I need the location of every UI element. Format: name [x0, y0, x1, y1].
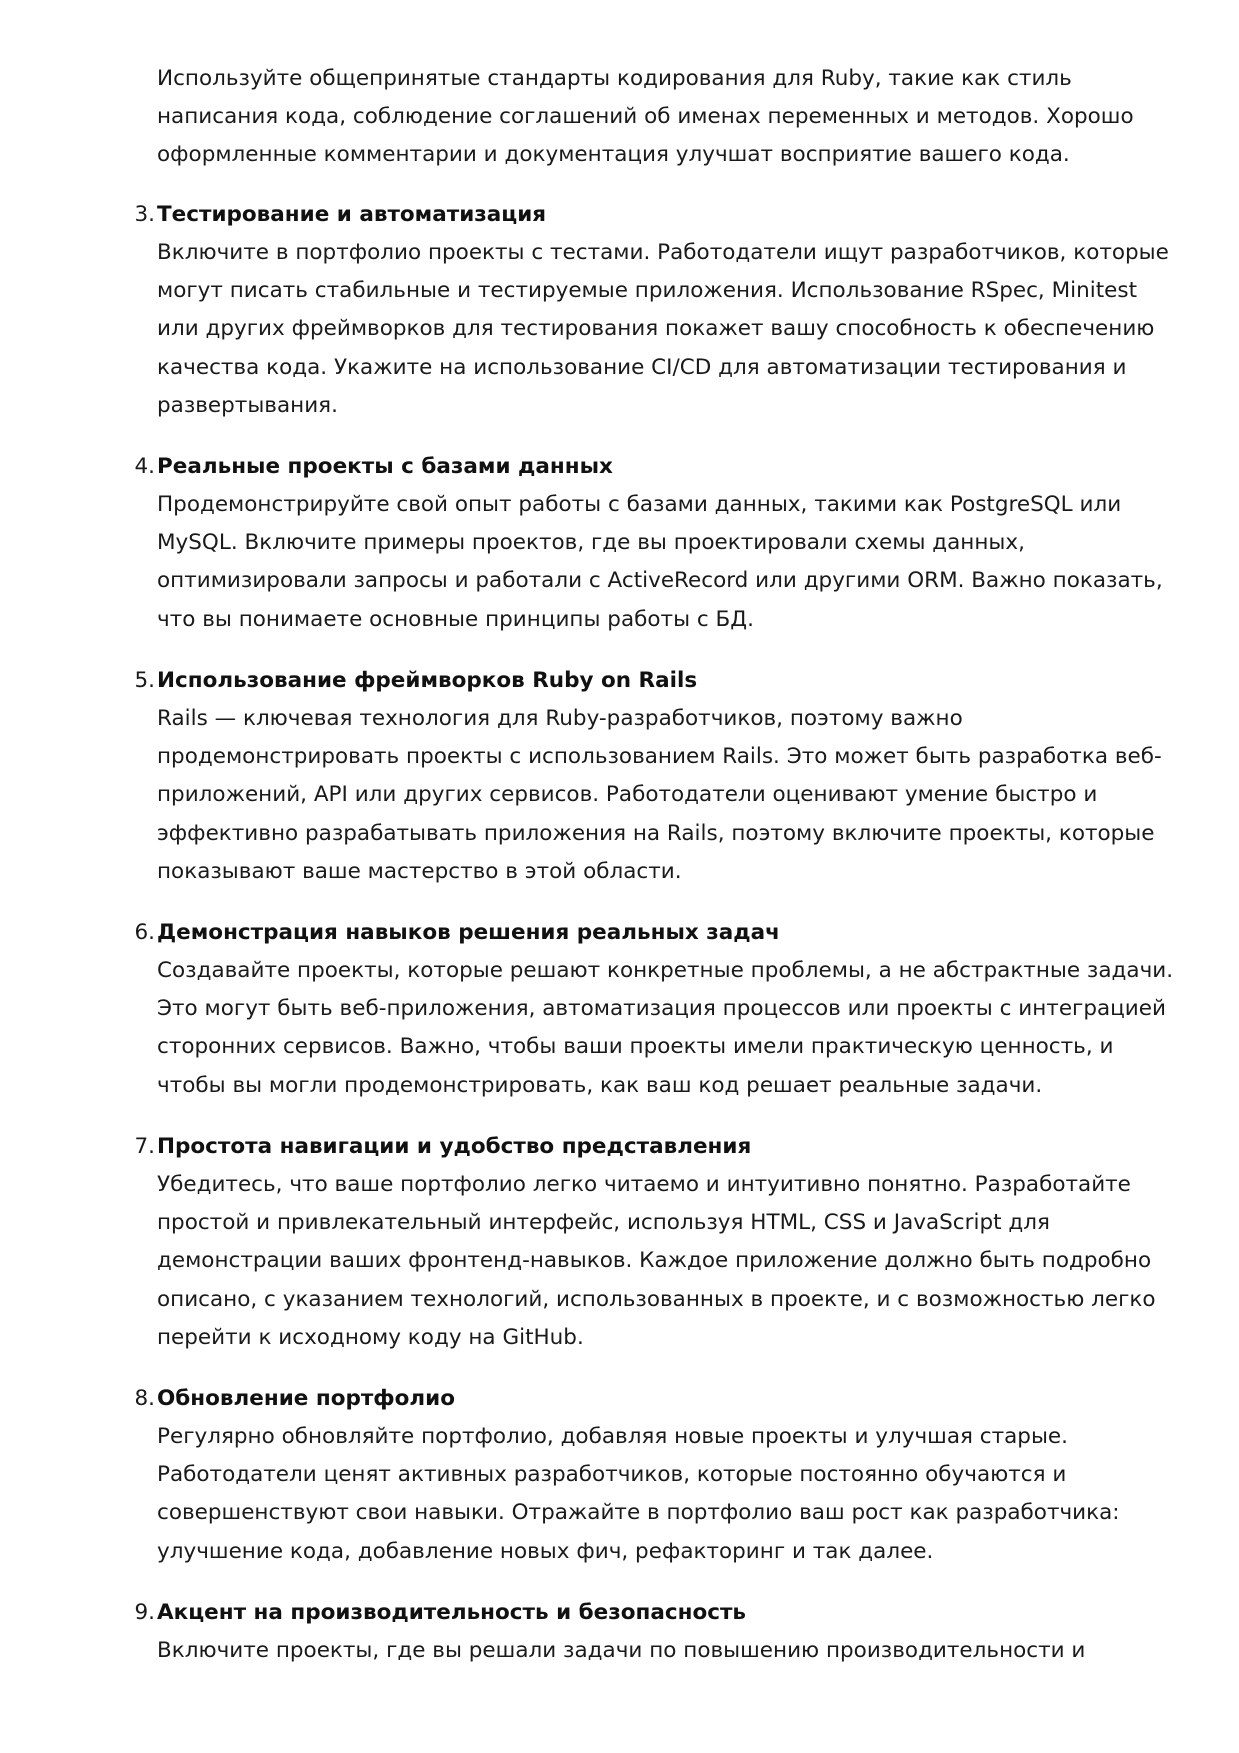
list-item-number: 8.: [134, 1386, 155, 1411]
list-item-body: [157, 1632, 1142, 1670]
list-item-number: 9.: [134, 1600, 155, 1625]
body-line: что вы понимаете основные принципы работы с БД.: [157, 606, 754, 632]
body-line: простой и привлекательный интерфейс, используя HTML, CSS и JavaScript для: [157, 1210, 1050, 1236]
body-line: Убедитесь, что ваше портфолио легко читаемо и интуитивно понятно. Разработайте: [157, 1172, 1131, 1197]
intro-paragraph: [157, 60, 1142, 175]
body-line: MySQL. Включите примеры проектов, где вы проектировали схемы данных,: [157, 530, 1025, 556]
list-item-number: 3.: [134, 202, 155, 227]
body-line: качества кода. Укажите на использование CI/CD для автоматизации тестирования и: [157, 354, 1127, 380]
body-line: улучшение кода, добавление новых фич, рефакторинг и так далее.: [157, 1538, 934, 1564]
body-line: Работодатели ценят активных разработчиков, которые постоянно обучаются и: [157, 1462, 1067, 1488]
list-item-title: Обновление портфолио: [157, 1386, 455, 1411]
body-line: могут писать стабильные и тестируемые приложения. Использование RSpec, Minitest: [157, 278, 1138, 304]
body-line: сторонних сервисов. Важно, чтобы ваши проекты имели практическую ценность, и: [157, 1034, 1114, 1060]
body-line: Это могут быть веб-приложения, автоматизация процессов или проекты с интеграцией: [157, 996, 1166, 1022]
list-item-number: 5.: [134, 668, 155, 693]
list-item-body: [157, 700, 1162, 891]
body-line: совершенствуют свои навыки. Отражайте в портфолио ваш рост как разработчика:: [157, 1500, 1120, 1526]
list-item-body: [157, 1166, 1156, 1357]
list-item-number: 7.: [134, 1134, 155, 1159]
list-item-body: [157, 486, 1163, 639]
intro-line: оформленные комментарии и документация улучшат восприятие вашего кода.: [157, 142, 1070, 168]
body-line: продемонстрировать проекты с использованием Rails. Это может быть разработка веб-: [157, 744, 1162, 770]
list-item-body: [157, 952, 1174, 1105]
body-line: демонстрации ваших фронтенд-навыков. Каждое приложение должно быть подробно: [157, 1248, 1152, 1274]
list-item-number: 4.: [134, 454, 155, 479]
body-line: Создавайте проекты, которые решают конкретные проблемы, а не абстрактные задачи.: [157, 958, 1174, 983]
body-line: Регулярно обновляйте портфолио, добавляя новые проекты и улучшая старые.: [157, 1424, 1068, 1449]
body-line: перейти к исходному коду на GitHub.: [157, 1324, 584, 1350]
body-line: Rails — ключевая технология для Ruby-разработчиков, поэтому важно: [157, 706, 963, 731]
body-line: показывают ваше мастерство в этой области.: [157, 858, 682, 884]
list-item-title: Демонстрация навыков решения реальных задач: [157, 920, 780, 945]
body-line: Продемонстрируйте свой опыт работы с базами данных, такими как PostgreSQL или: [157, 492, 1122, 517]
body-line: оптимизировали запросы и работали с ActiveRecord или другими ORM. Важно показать,: [157, 568, 1163, 594]
body-line: эффективно разрабатывать приложения на Rails, поэтому включите проекты, которые: [157, 820, 1155, 846]
body-line: чтобы вы могли продемонстрировать, как ваш код решает реальные задачи.: [157, 1072, 1043, 1098]
intro-line: написания кода, соблюдение соглашений об именах переменных и методов. Хорошо: [157, 104, 1134, 130]
list-item-body: [157, 234, 1169, 425]
list-item-title: Простота навигации и удобство представления: [157, 1134, 752, 1159]
body-line: приложений, API или других сервисов. Работодатели оценивают умение быстро и: [157, 782, 1098, 808]
list-item-title: Тестирование и автоматизация: [157, 202, 547, 227]
list-item-title: Реальные проекты с базами данных: [157, 454, 613, 479]
list-item-title: Использование фреймворков Ruby on Rails: [157, 668, 698, 693]
body-line: развертывания.: [157, 392, 338, 418]
body-line: Включите в портфолио проекты с тестами. Работодатели ищут разработчиков, которые: [157, 240, 1169, 265]
list-item-title: Акцент на производительность и безопасность: [157, 1600, 747, 1625]
body-line: описано, с указанием технологий, использованных в проекте, и с возможностью легко: [157, 1286, 1156, 1312]
list-item-body: [157, 1418, 1142, 1571]
intro-line: Используйте общепринятые стандарты кодирования для Ruby, такие как стиль: [157, 66, 1072, 91]
body-line: или других фреймворков для тестирования покажет вашу способность к обеспечению: [157, 316, 1155, 342]
list-item-number: 6.: [134, 920, 155, 945]
body-line: Включите проекты, где вы решали задачи по повышению производительности и: [157, 1638, 1086, 1663]
